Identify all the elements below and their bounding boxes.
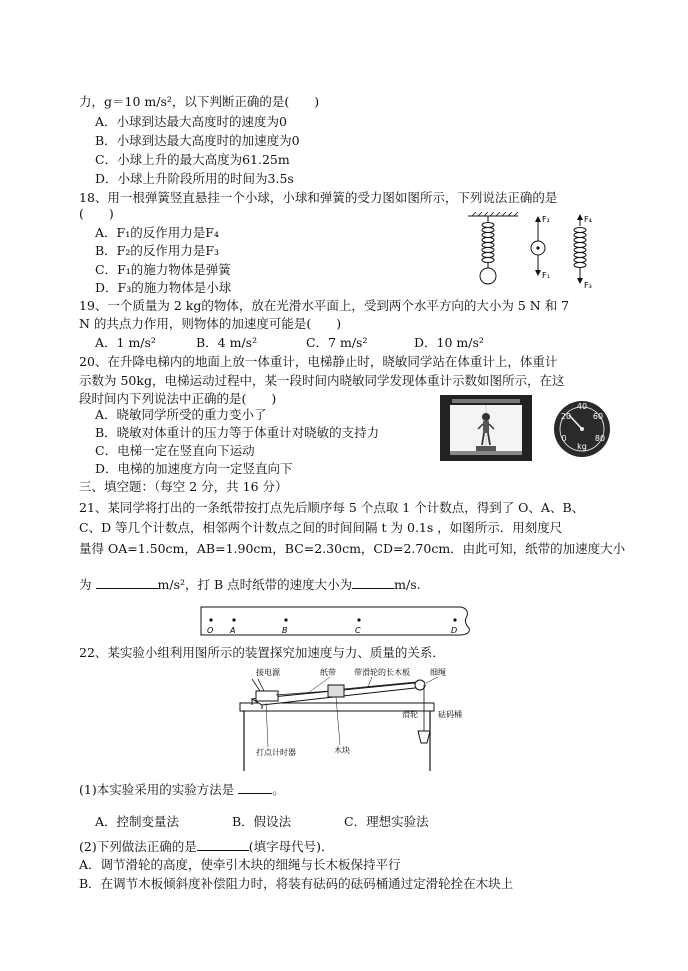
- q21-blank-acceleration[interactable]: [96, 576, 158, 589]
- q19-option-b: B．4 m/s²: [196, 335, 258, 350]
- apparatus-label-tape: 纸带: [320, 668, 336, 677]
- paper-tape-figure: [199, 604, 473, 638]
- label-f1: F₁: [542, 271, 550, 280]
- q17-option-d: D．小球上升阶段所用的时间为3.5s: [95, 171, 294, 186]
- q17-option-b: B．小球到达最大高度时的加速度为0: [95, 133, 300, 148]
- q17-option-a: A．小球到达最大高度时的速度为0: [95, 114, 287, 129]
- section3-title: 三、填空题：（每空 2 分，共 16 分）: [79, 479, 288, 494]
- q22-sub2-option-a: A．调节滑轮的高度，使牵引木块的细绳与长木板保持平行: [79, 857, 401, 872]
- q17-stem-end: 力，g＝10 m/s²，以下判断正确的是( ): [79, 94, 320, 109]
- q22-sub2: [79, 838, 333, 855]
- q21-ans-unit1: m/s²: [157, 577, 185, 592]
- q21-line1: 21、某同学将打出的一条纸带按打点先后顺序每 5 个点取 1 个计数点，得到了 O、A、B、: [79, 500, 585, 515]
- q18-stem: 18、用一根弹簧竖直悬挂一个小球，小球和弹簧的受力图如图所示，下列说法正确的是: [79, 190, 558, 205]
- dial-tick-40: 40: [576, 402, 588, 411]
- q22-sub2-option-b: B．在调节木板倾斜度补偿阻力时，将装有砝码的砝码桶通过定滑轮拴在木块上: [79, 876, 514, 891]
- q20-option-c: C．电梯一定在竖直向下运动: [95, 443, 255, 458]
- elevator-scale-figure: [438, 393, 612, 465]
- tape-point-o: O: [207, 626, 214, 635]
- label-f3: F₃: [584, 281, 592, 290]
- q21-line2: C、D 等几个计数点，相邻两个计数点之间的时间间隔 t 为 0.1s ，如图所示．用刻度尺: [79, 520, 563, 535]
- q19-line2: N 的共点力作用，则物体的加速度可能是( ): [79, 316, 342, 331]
- q20-option-b: B．晓敏对体重计的压力等于体重计对晓敏的支持力: [95, 425, 380, 440]
- q18-option-c: C．F₁的施力物体是弹簧: [95, 262, 231, 277]
- q22-sub2-text: (2)下列做法正确的是: [79, 839, 197, 854]
- dial-tick-60: 60: [592, 412, 604, 421]
- q22-sub1-blank[interactable]: [238, 781, 272, 794]
- q21-ans-mid: ，打 B 点时纸带的速度大小为: [185, 577, 353, 592]
- q19-line1: 19、一个质量为 2 kg的物体，放在光滑水平面上，受到两个水平方向的大小为 5 N 和 7: [79, 298, 570, 313]
- tape-point-c: C: [355, 626, 361, 635]
- apparatus-label-timer: 打点计时器: [256, 748, 296, 757]
- dial-tick-20: 20: [560, 412, 572, 421]
- spring-ball-figure: [462, 212, 612, 300]
- q22-sub1-text: (1)本实验采用的实验方法是: [79, 782, 235, 797]
- label-f2: F₂: [542, 215, 550, 224]
- label-f4: F₄: [584, 215, 592, 224]
- q21-ans-unit2: m/s.: [394, 577, 421, 592]
- q19-option-a: A．1 m/s²: [95, 335, 156, 350]
- tape-point-a: A: [230, 626, 236, 635]
- apparatus-label-rope: 细绳: [430, 668, 446, 677]
- q21-line3: 量得 OA=1.50cm，AB=1.90cm，BC=2.30cm，CD=2.70cm．由此可知，纸带的加速度大小: [79, 541, 626, 556]
- q20-line3: 段时间内下列说法中正确的是( ): [79, 391, 277, 406]
- q20-option-a: A．晓敏同学所受的重力变小了: [95, 407, 267, 422]
- dial-tick-80: 80: [594, 434, 606, 443]
- q22-sub1-option-c: C．理想实验法: [344, 814, 429, 829]
- dial-unit: kg: [577, 442, 587, 451]
- q18-option-d: D．F₃的施力物体是小球: [95, 280, 232, 295]
- tape-point-b: B: [282, 626, 288, 635]
- q22-sub1-option-b: B．假设法: [232, 814, 292, 829]
- apparatus-label-board: 带滑轮的长木板: [354, 668, 410, 677]
- q19-option-c: C．7 m/s²: [306, 335, 368, 350]
- q22-stem: 22、某实验小组利用图所示的装置探究加速度与力、质量的关系．: [79, 645, 445, 660]
- q22-sub1: [79, 781, 285, 798]
- q20-line1: 20、在升降电梯内的地面上放一体重计，电梯静止时，晓敏同学站在体重计上，体重计: [79, 354, 558, 369]
- q22-sub1-option-a: A．控制变量法: [95, 814, 180, 829]
- q17-option-c: C．小球上升的最大高度为61.25m: [95, 152, 290, 167]
- q22-sub2-end: (填字母代号)．: [248, 839, 334, 854]
- q18-option-a: A．F₁的反作用力是F₄: [95, 225, 219, 240]
- q21-blank-velocity[interactable]: [352, 576, 394, 589]
- q21-ans-prefix: 为: [79, 577, 92, 592]
- q18-paren: ( ): [79, 206, 114, 221]
- dial-tick-0: 0: [561, 434, 567, 443]
- apparatus-figure: [238, 665, 468, 773]
- apparatus-label-power: 接电源: [256, 668, 280, 677]
- q21-answer-line: [79, 576, 421, 593]
- apparatus-label-pulley: 滑轮: [402, 710, 418, 719]
- q20-line2: 示数为 50kg，电梯运动过程中，某一段时间内晓敏同学发现体重计示数如图所示，在这: [79, 373, 565, 388]
- q20-option-d: D．电梯的加速度方向一定竖直向下: [95, 461, 293, 476]
- q22-sub2-blank[interactable]: [197, 838, 249, 851]
- q22-sub1-end: 。: [272, 782, 285, 797]
- tape-point-d: D: [451, 626, 458, 635]
- q19-option-d: D．10 m/s²: [414, 335, 484, 350]
- apparatus-label-block: 木块: [334, 746, 350, 755]
- apparatus-label-bucket: 砝码桶: [438, 710, 462, 719]
- q18-option-b: B．F₂的反作用力是F₃: [95, 243, 220, 258]
